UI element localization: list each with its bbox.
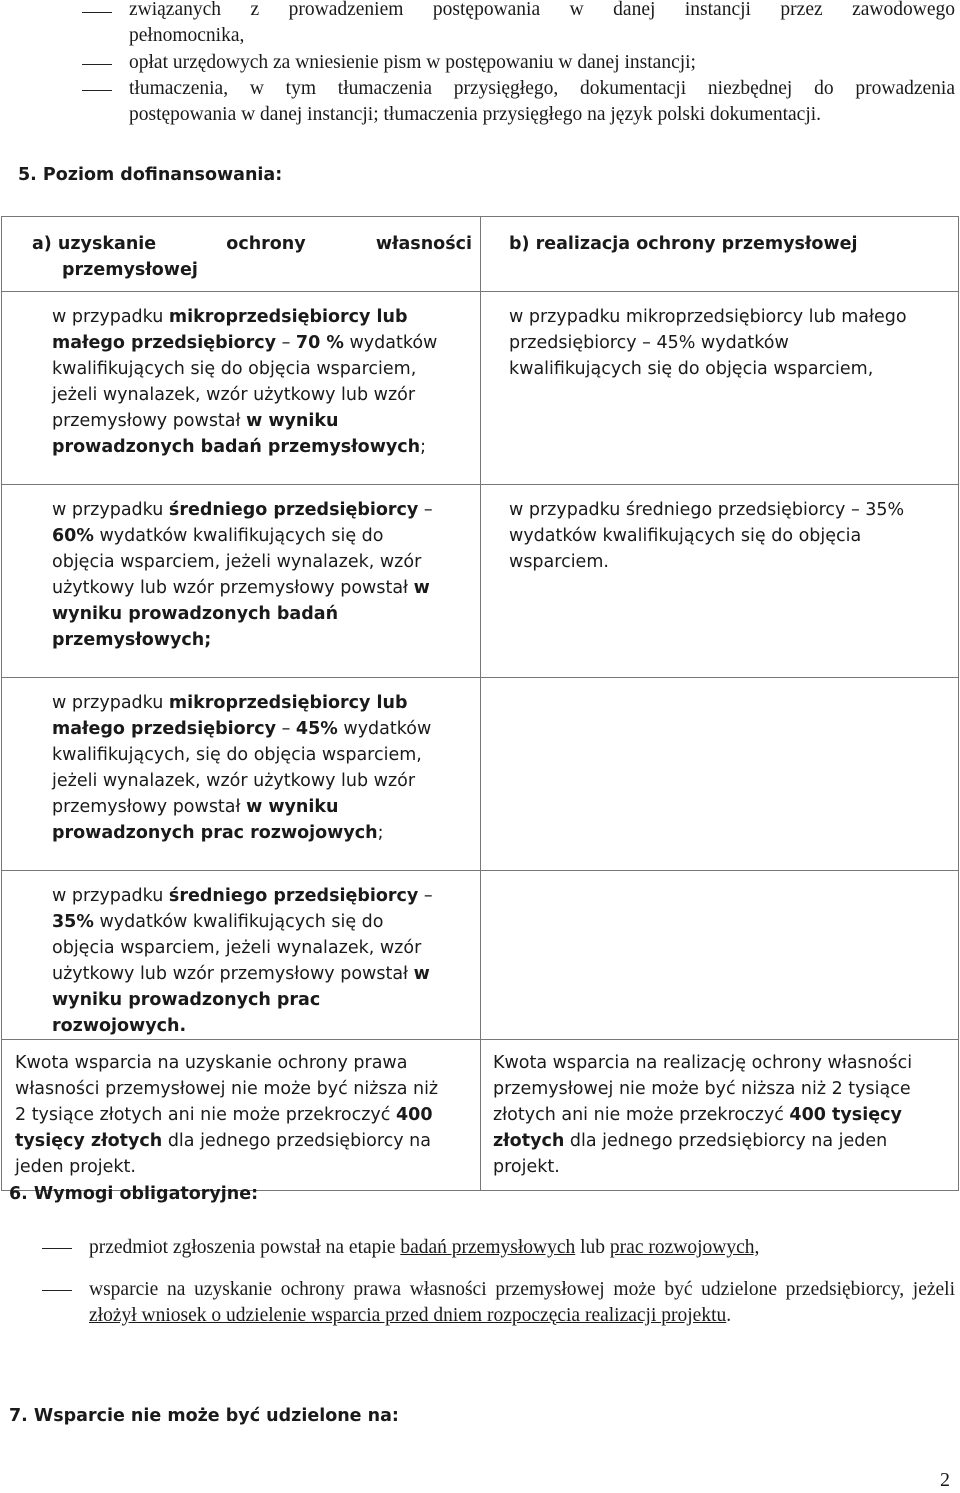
text: – bbox=[276, 719, 296, 739]
text: wydatków kwalifikujących, się do objęcia wsparciem, jeżeli wynalazek, wzór użytkowy lub wzór przemysłowy powstał bbox=[52, 719, 432, 817]
table-row bbox=[2, 292, 959, 485]
paragraph bbox=[52, 497, 450, 653]
dash-bullet bbox=[42, 1290, 72, 1291]
header-cell-b bbox=[481, 217, 959, 292]
list-item bbox=[129, 50, 955, 76]
text: wsparcie na uzyskanie ochrony prawa własności przemysłowej może być udzielone przedsiębiorcy, jeżeli bbox=[89, 1279, 955, 1300]
header-word: własności bbox=[375, 234, 472, 254]
paragraph bbox=[52, 883, 450, 1039]
text: dla jednego przedsiębiorcy na jeden projekt. bbox=[15, 1131, 431, 1177]
list-item-text: związanych z prowadzeniem postępowania w danej instancji przez zawodowego bbox=[129, 0, 955, 20]
text: w przypadku bbox=[52, 307, 169, 327]
paragraph bbox=[493, 1050, 944, 1180]
section-heading: 7. Wsparcie nie może być udzielone na: bbox=[9, 1406, 399, 1426]
cell-a-p3 bbox=[2, 678, 481, 871]
text: – bbox=[418, 886, 433, 906]
bold-text: w wyniku prowadzonych prac rozwojowych. bbox=[52, 964, 430, 1036]
text: Kwota wsparcia na realizację ochrony własności przemysłowej nie może być niższa niż 2 tysiące złotych ani nie może przekroczyć bbox=[493, 1053, 913, 1125]
bold-text: 45% bbox=[295, 719, 338, 739]
underlined-text: złożył wniosek o udzielenie wsparcia przed dniem rozpoczęcia realizacji projektu bbox=[89, 1305, 727, 1326]
bold-text: 60% bbox=[52, 526, 94, 546]
dash-bullet bbox=[82, 64, 112, 65]
list-item-text: postępowania w danej instancji; tłumaczenia przysięgłego na język polski dokumentacji. bbox=[129, 104, 822, 125]
text: wydatków kwalifikujących się do objęcia wsparciem, jeżeli wynalazek, wzór użytkowy lub wzór przemysłowy powstał bbox=[52, 333, 438, 431]
paragraph: w przypadku mikroprzedsiębiorcy lub małego przedsiębiorcy – 45% wydatków kwalifikujących się do objęcia wsparciem, bbox=[509, 307, 907, 379]
text: w przypadku bbox=[52, 693, 169, 713]
list-item bbox=[129, 76, 955, 128]
list-item-text: opłat urzędowych za wniesienie pism w postępowaniu w danej instancji; bbox=[129, 52, 696, 73]
paragraph: w przypadku średniego przedsiębiorcy – 35% wydatków kwalifikujących się do objęcia wsparciem. bbox=[509, 500, 905, 572]
text: ; bbox=[377, 823, 384, 843]
header-word: ochrony bbox=[226, 234, 306, 254]
dash-bullet bbox=[82, 90, 112, 91]
funding-table bbox=[1, 216, 959, 1191]
cell-a-p4 bbox=[2, 871, 481, 1040]
table-footer-row bbox=[2, 1040, 959, 1191]
bold-text: 400 tysięcy złotych bbox=[493, 1105, 902, 1151]
cell-b-p2 bbox=[481, 485, 959, 678]
bold-text: 400 tysięcy złotych bbox=[15, 1105, 433, 1151]
list-item-text: tłumaczenia, w tym tłumaczenia przysięgłego, dokumentacji niezbędnej do prowadzenia bbox=[129, 78, 955, 99]
cell-b-footer bbox=[481, 1040, 959, 1191]
bold-text: w wyniku prowadzonych badań przemysłowych bbox=[52, 411, 421, 457]
cell-b-p1 bbox=[481, 292, 959, 485]
dash-bullet bbox=[42, 1248, 72, 1249]
cell-a-p1 bbox=[2, 292, 481, 485]
header-cell-a bbox=[2, 217, 481, 292]
section-heading: 5. Poziom dofinansowania: bbox=[18, 165, 283, 185]
paragraph bbox=[15, 1050, 450, 1180]
bold-text: w wyniku prowadzonych badań przemysłowych; bbox=[52, 578, 430, 650]
table-header-row bbox=[2, 217, 959, 292]
text: dla jednego przedsiębiorcy na jeden projekt. bbox=[493, 1131, 888, 1177]
text: w przypadku bbox=[52, 886, 169, 906]
header-a-line bbox=[32, 231, 472, 257]
bold-text: średniego przedsiębiorcy bbox=[168, 500, 419, 520]
bold-text: w wyniku prowadzonych prac rozwojowych bbox=[52, 797, 378, 843]
underlined-text: prac rozwojowych, bbox=[609, 1237, 760, 1258]
list-item-text: pełnomocnika, bbox=[129, 25, 245, 46]
text: – bbox=[276, 333, 296, 353]
page-number: 2 bbox=[940, 1469, 950, 1491]
bold-text: 35% bbox=[52, 912, 94, 932]
text: w przypadku bbox=[52, 500, 169, 520]
text: ; bbox=[420, 437, 427, 457]
dash-bullet bbox=[82, 12, 112, 13]
text: . bbox=[726, 1305, 732, 1326]
paragraph bbox=[52, 304, 450, 460]
paragraph bbox=[52, 690, 450, 846]
text: wydatków kwalifikujących się do objęcia wsparciem, jeżeli wynalazek, wzór użytkowy lub wzór przemysłowy powstał bbox=[52, 526, 422, 598]
table-row bbox=[2, 871, 959, 1040]
text: przedmiot zgłoszenia powstał na etapie bbox=[89, 1237, 401, 1258]
text: – bbox=[418, 500, 433, 520]
cell-a-footer bbox=[2, 1040, 481, 1191]
header-word: przemysłowej bbox=[62, 260, 198, 280]
table-row bbox=[2, 485, 959, 678]
bold-text: średniego przedsiębiorcy bbox=[168, 886, 419, 906]
cell-b-empty bbox=[481, 678, 959, 871]
table-row bbox=[2, 678, 959, 871]
list-item bbox=[89, 1277, 955, 1329]
cell-b-empty bbox=[481, 871, 959, 1040]
list-item bbox=[129, 0, 955, 49]
text: wydatków kwalifikujących się do objęcia wsparciem, jeżeli wynalazek, wzór użytkowy lub wzór przemysłowy powstał bbox=[52, 912, 422, 984]
header-word: a) uzyskanie bbox=[32, 234, 157, 254]
text: Kwota wsparcia na uzyskanie ochrony prawa własności przemysłowej nie może być niższa niż 2 tysiące złotych ani nie może przekroczyć bbox=[15, 1053, 439, 1125]
section-heading: 6. Wymogi obligatoryjne: bbox=[9, 1184, 259, 1204]
bold-text: 70 % bbox=[295, 333, 344, 353]
text: lub bbox=[575, 1237, 610, 1258]
justified-line bbox=[129, 0, 955, 23]
cell-a-p2 bbox=[2, 485, 481, 678]
header-b-text: b) realizacja ochrony przemysłowej bbox=[509, 234, 858, 254]
bold-text: mikroprzedsiębiorcy lub małego przedsiębiorcy bbox=[52, 693, 408, 739]
bold-text: mikroprzedsiębiorcy lub małego przedsiębiorcy bbox=[52, 307, 408, 353]
underlined-text: badań przemysłowych bbox=[400, 1237, 576, 1258]
list-item bbox=[89, 1235, 955, 1261]
